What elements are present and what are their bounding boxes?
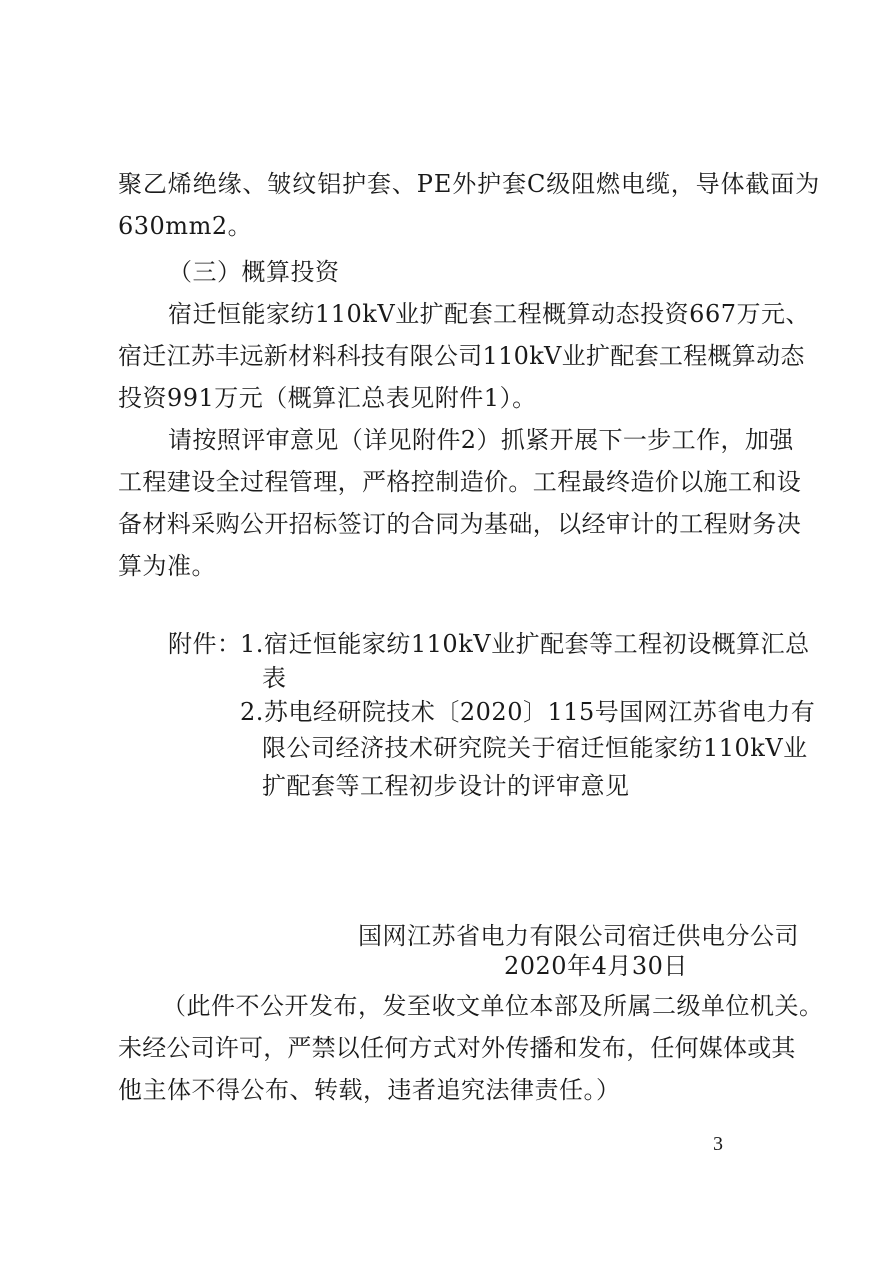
signature-organization: 国网江苏省电力有限公司宿迁供电分公司 <box>358 922 799 950</box>
investment-paragraph-line-1: 宿迁恒能家纺110kV业扩配套工程概算动态投资667万元、 <box>168 300 810 328</box>
spec-paragraph-line-2: 630mm2。 <box>118 212 253 240</box>
attachment-2-line-2: 限公司经济技术研究院关于宿迁恒能家纺110kV业 <box>262 734 808 762</box>
distribution-notice-line-2: 未经公司许可，严禁以任何方式对外传播和发布，任何媒体或其 <box>118 1034 796 1062</box>
attachment-1-line-1: 1.宿迁恒能家纺110kV业扩配套等工程初设概算汇总 <box>240 630 810 658</box>
attachment-2-line-3: 扩配套等工程初步设计的评审意见 <box>262 772 630 800</box>
request-paragraph-line-1: 请按照评审意见（详见附件2）抓紧开展下一步工作，加强 <box>168 426 794 454</box>
request-paragraph-line-3: 备材料采购公开招标签订的合同为基础，以经审计的工程财务决 <box>118 510 802 538</box>
attachment-2-line-1: 2.苏电经研院技术〔2020〕115号国网江苏省电力有 <box>240 698 816 726</box>
request-paragraph-line-2: 工程建设全过程管理，严格控制造价。工程最终造价以施工和设 <box>118 468 802 496</box>
section-heading-investment: （三）概算投资 <box>168 258 340 286</box>
page-number: 3 <box>713 1133 723 1155</box>
attachment-1-line-2: 表 <box>262 664 287 692</box>
distribution-notice-line-1: （此件不公开发布，发至收文单位本部及所属二级单位机关。 <box>162 992 824 1020</box>
distribution-notice-line-3: 他主体不得公布、转载，违者追究法律责任。） <box>118 1076 621 1104</box>
investment-paragraph-line-3: 投资991万元（概算汇总表见附件1）。 <box>118 384 537 412</box>
attachments-label: 附件： <box>168 630 242 658</box>
spec-paragraph-line-1: 聚乙烯绝缘、皱纹铝护套、PE外护套C级阻燃电缆，导体截面为 <box>118 170 821 198</box>
investment-paragraph-line-2: 宿迁江苏丰远新材料科技有限公司110kV业扩配套工程概算动态 <box>118 342 805 370</box>
signature-date: 2020年4月30日 <box>504 952 688 980</box>
request-paragraph-line-4: 算为准。 <box>118 552 216 580</box>
